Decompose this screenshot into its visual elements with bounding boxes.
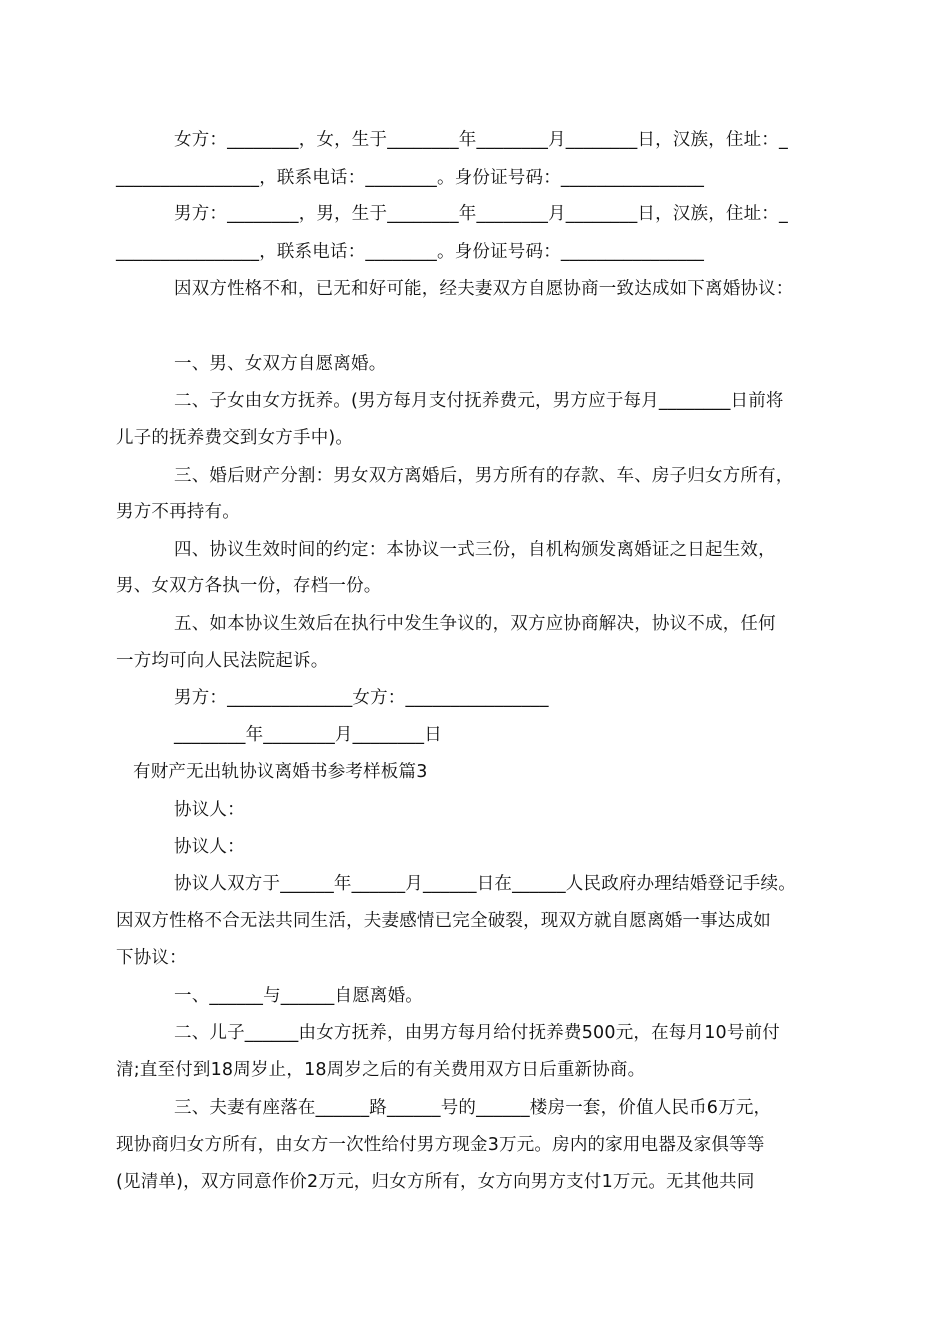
section3-clause-3-end: (见清单)，双方同意作价2万元，归女方所有，女方向男方支付1万元。无其他共同 <box>116 1172 755 1192</box>
party-2-label: 协议人： <box>174 837 245 857</box>
section3-clause-3-cont: 现协商归女方所有，由女方一次性给付男方现金3万元。房内的家用电器及家俱等等 <box>116 1135 765 1155</box>
date-line: ________年________月________日 <box>174 725 442 745</box>
agreement-intro: 因双方性格不和，已无和好可能，经夫妻双方自愿协商一致达成如下离婚协议： <box>174 279 794 299</box>
clause-2-cont: 儿子的抚养费交到女方手中)。 <box>116 428 354 448</box>
female-party-line: 女方：________，女，生于________年________月________日，汉族，住址：_ <box>174 130 788 150</box>
section-title: 有财产无出轨协议离婚书参考样板篇3 <box>133 762 428 782</box>
marriage-registration: 协议人双方于______年______月______日在______人民政府办理结婚登记手续。 <box>174 874 796 894</box>
male-party-line: 男方：________，男，生于________年________月________日，汉族，住址：_ <box>174 204 788 224</box>
marriage-registration-end: 下协议： <box>116 948 187 968</box>
clause-4: 四、协议生效时间的约定：本协议一式三份，自机构颁发离婚证之日起生效， <box>174 540 776 560</box>
section3-clause-2: 二、儿子______由女方抚养，由男方每月给付抚养费500元，在每月10号前付 <box>174 1023 780 1043</box>
signature-line: 男方：______________女方：________________ <box>174 688 549 708</box>
clause-4-cont: 男、女双方各执一份，存档一份。 <box>116 576 382 596</box>
male-contact-line: ________________，联系电话：________。身份证号码：________________ <box>116 242 705 262</box>
section3-clause-3: 三、夫妻有座落在______路______号的______楼房一套，价值人民币6万元， <box>174 1098 772 1118</box>
clause-5-cont: 一方均可向人民法院起诉。 <box>116 651 329 671</box>
clause-2: 二、子女由女方抚养。(男方每月支付抚养费元，男方应于每月________日前将 <box>174 391 784 411</box>
party-1-label: 协议人： <box>174 800 245 820</box>
section3-clause-2-cont: 清;直至付到18周岁止，18周岁之后的有关费用双方日后重新协商。 <box>116 1060 646 1080</box>
marriage-registration-cont: 因双方性格不合无法共同生活，夫妻感情已完全破裂，现双方就自愿离婚一事达成如 <box>116 911 771 931</box>
clause-3-cont: 男方不再持有。 <box>116 502 240 522</box>
clause-1: 一、男、女双方自愿离婚。 <box>174 354 387 374</box>
clause-3: 三、婚后财产分割：男女双方离婚后，男方所有的存款、车、房子归女方所有， <box>174 466 794 486</box>
section3-clause-1: 一、______与______自愿离婚。 <box>174 986 423 1006</box>
clause-5: 五、如本协议生效后在执行中发生争议的，双方应协商解决，协议不成，任何 <box>174 614 776 634</box>
female-contact-line: ________________，联系电话：________。身份证号码：________________ <box>116 168 705 188</box>
